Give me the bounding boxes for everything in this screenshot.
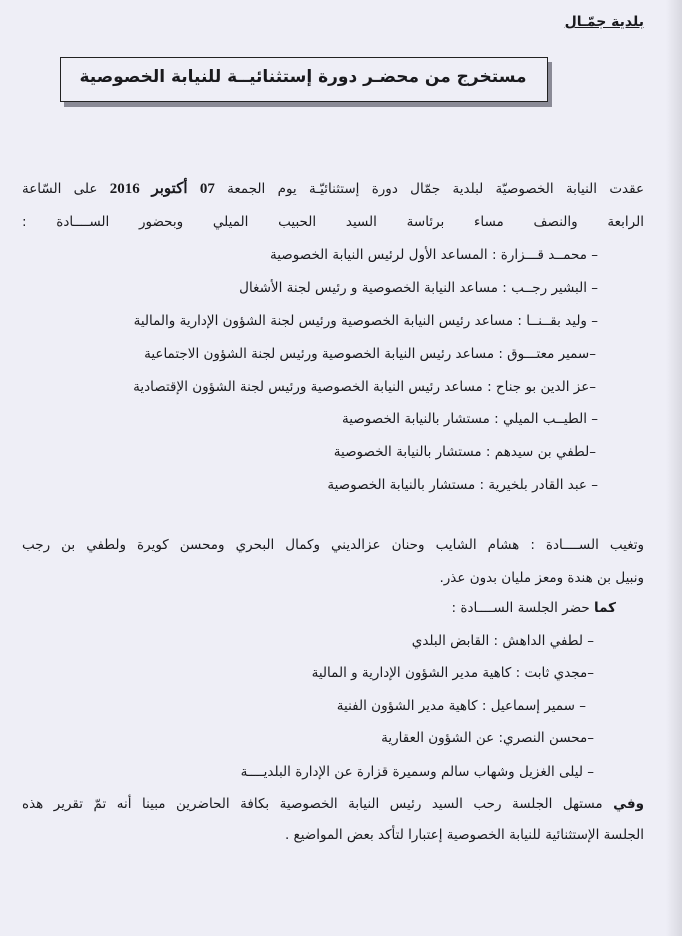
intro-text-a: عقدت النيابة الخصوصيّة لبلدية جمّال دورة إستثنائيّـة يوم الجمعة	[227, 181, 645, 197]
attendee-item: – وليد بقــنــا : مساعد رئيس النيابة الخصوصية ورئيس لجنة الشؤون الإدارية والمالية	[133, 313, 598, 329]
attendee-item: –لطفي بن سيدهم : مستشار بالنيابة الخصوصية	[333, 444, 596, 460]
absence-line-2: ونبيل بن هندة ومعز مليان بدون عذر.	[439, 570, 644, 586]
intro-line-1	[22, 180, 644, 198]
invitee-item: – ليلى الغزيل وشهاب سالم وسميرة قزارة عن الإدارة البلديــــة	[240, 764, 594, 780]
closing-text: مستهل الجلسة رحب السيد رئيس النيابة الخصوصية بكافة الحاضرين مبينا أنه تمّ تقرير هذه	[22, 796, 603, 812]
document-title: مستخرج من محضـر دورة إستثنائيــة للنيابة الخصوصية	[79, 67, 527, 87]
intro-text-b: على السّاعة	[22, 181, 98, 197]
absence-line-1: وتغيب الســــادة : هشام الشايب وحنان عزالديني وكمال البحري ومحسن كويرة ولطفي بن رجب	[22, 537, 644, 553]
meeting-day: 07	[199, 181, 215, 197]
invitee-item: – لطفي الداهش : القابض البلدي	[411, 633, 594, 649]
page-edge-shadow	[666, 0, 682, 936]
invitee-item: – سمير إسماعيل : كاهية مدير الشؤون الفنية	[336, 698, 586, 714]
closing-line-1	[22, 795, 644, 813]
attendee-item: –عز الدين بو جناح : مساعد رئيس النيابة الخصوصية ورئيس لجنة الشؤون الإقتصادية	[133, 379, 596, 395]
attendee-item: –سمير معتـــوق : مساعد رئيس النيابة الخصوصية ورئيس لجنة الشؤون الاجتماعية	[144, 346, 596, 362]
invitee-item: –محسن النصري: عن الشؤون العقارية	[381, 730, 594, 746]
also-present-text: حضر الجلسة الســــادة :	[451, 600, 590, 616]
attendee-item: – الطيــب الميلي : مستشار بالنيابة الخصوصية	[342, 411, 598, 427]
closing-bold: وفي	[613, 796, 644, 812]
also-present-label	[452, 599, 616, 617]
meeting-month-year: أكتوبر 2016	[109, 181, 188, 197]
attendee-item: – البشير رجــب : مساعد النيابة الخصوصية و رئيس لجنة الأشغال	[239, 280, 598, 296]
closing-line-2: الجلسة الإستثنائية للنيابة الخصوصية إعتبارا لتأكد بعض المواضيع .	[284, 827, 644, 843]
municipality-header: بلدية جمّـال	[564, 14, 644, 30]
intro-line-2: الرابعة والنصف مساء برئاسة السيد الحبيب الميلي وبحضور الســــادة :	[22, 214, 644, 230]
also-present-bold: كما	[594, 600, 616, 616]
attendee-item: – محمــد قـــزارة : المساعد الأول لرئيس النيابة الخصوصية	[270, 247, 598, 263]
attendee-item: – عبد القادر بلخيرية : مستشار بالنيابة الخصوصية	[327, 477, 598, 493]
invitee-item: –مجدي ثابت : كاهية مدير الشؤون الإدارية و المالية	[311, 665, 594, 681]
